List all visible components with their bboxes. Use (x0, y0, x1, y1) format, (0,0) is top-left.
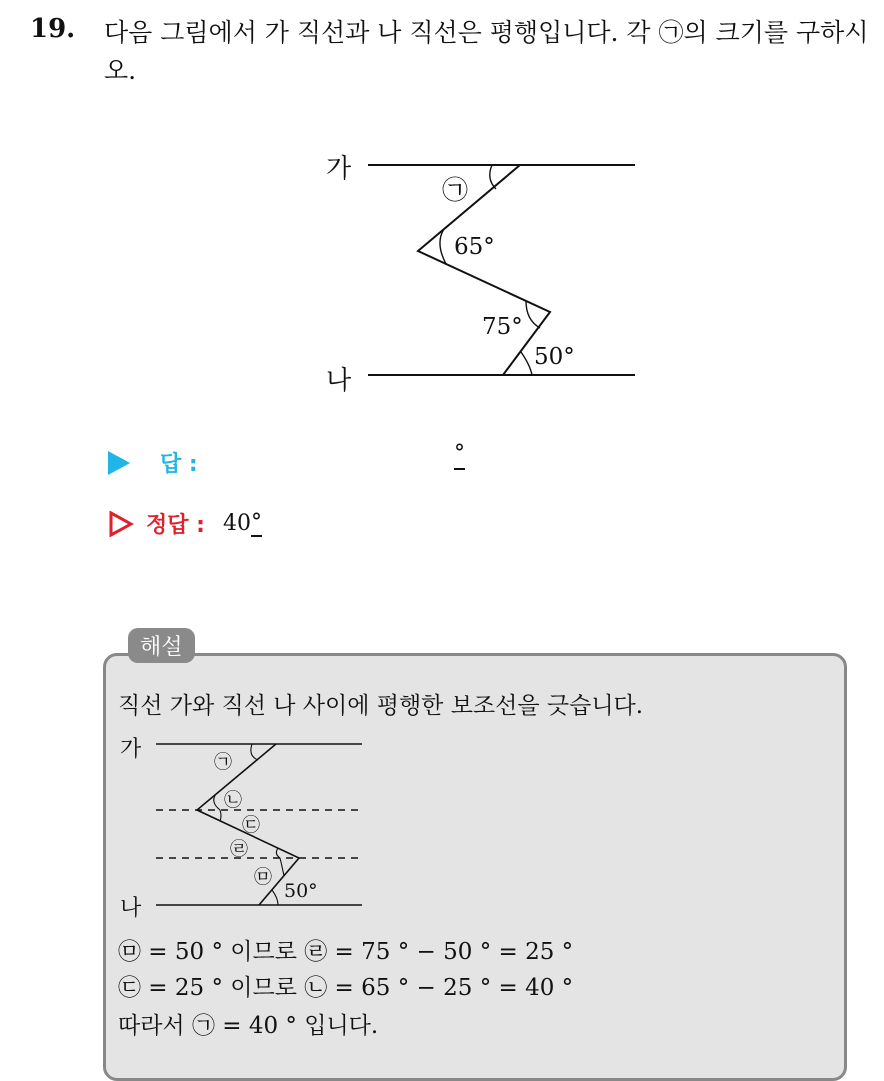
answer-label: 답 : (160, 452, 198, 477)
expl-arc-1 (251, 744, 258, 760)
expl-mark-rieul: ㉣ (230, 839, 248, 860)
expl-arc-50 (272, 890, 278, 905)
correct-answer-value: 40 (222, 511, 251, 536)
expl-arc-3 (220, 810, 221, 821)
angle-75-label: 75° (482, 314, 523, 340)
expl-label-ga: 가 (120, 737, 142, 762)
label-ga: 가 (326, 154, 352, 184)
explanation-line-1: ㉤ = 50 ° 이므로 ㉣ = 75 ° − 50 ° = 25 ° (118, 939, 574, 965)
main-figure (320, 145, 650, 400)
explanation-line-3: 따라서 ㉠ = 40 ° 입니다. (118, 1013, 379, 1039)
arc-angle-50 (521, 352, 532, 375)
correct-answer-row (108, 508, 262, 539)
expl-arc-2 (214, 794, 220, 810)
expl-mark-digeut: ㉢ (242, 815, 260, 836)
play-icon (108, 451, 130, 475)
answer-row (108, 447, 198, 478)
expl-angle-50: 50° (284, 880, 318, 902)
explanation-tab: 해설 (128, 628, 195, 663)
question-text: 다음 그림에서 가 직선과 나 직선은 평행입니다. 각 ㉠의 크기를 구하시오. (104, 18, 869, 85)
arc-angle-65 (440, 229, 446, 264)
zigzag-line (418, 165, 550, 375)
angle-50-label: 50° (534, 344, 575, 370)
expl-mark-giyeok: ㉠ (214, 752, 232, 773)
angle-giyeok-mark: ㉠ (442, 176, 469, 206)
label-na: 나 (326, 366, 352, 396)
expl-arc-5 (280, 858, 284, 876)
expl-mark-nieun: ㉡ (224, 790, 242, 811)
play-outline-icon (108, 511, 134, 537)
explanation-line-2: ㉢ = 25 ° 이므로 ㉡ = 65 ° − 25 ° = 40 ° (118, 975, 574, 1001)
answer-unit: ° (454, 440, 465, 470)
correct-answer-label: 정답 : (146, 513, 205, 538)
explanation-intro: 직선 가와 직선 나 사이에 평행한 보조선을 긋습니다. (118, 693, 644, 719)
question-number: 19. (30, 14, 76, 44)
angle-65-label: 65° (454, 234, 495, 260)
expl-label-na: 나 (120, 896, 142, 921)
answer-input[interactable] (300, 445, 450, 475)
expl-mark-mieum: ㉤ (254, 867, 272, 888)
correct-answer-unit: ° (250, 509, 262, 535)
